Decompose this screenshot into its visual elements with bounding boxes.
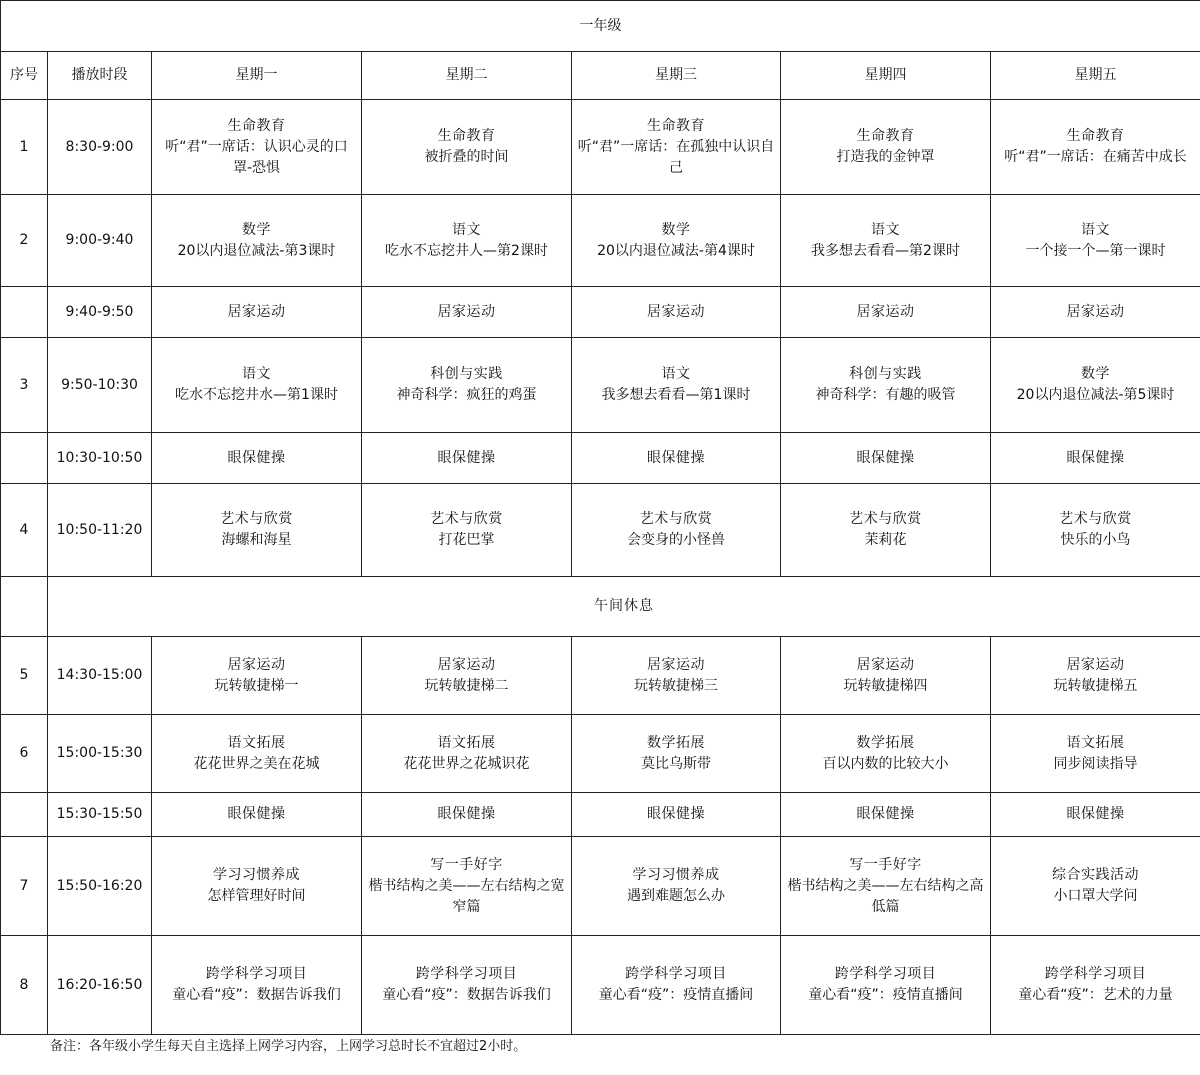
course-cell-thursday xyxy=(781,837,991,936)
header-tuesday: 星期二 xyxy=(362,52,572,100)
course-subject: 综合实践活动 xyxy=(1052,867,1140,883)
course-cell-monday xyxy=(152,100,362,195)
course-subject: 跨学科学习项目 xyxy=(415,966,518,982)
schedule-row xyxy=(1,936,1200,1035)
course-cell-monday xyxy=(152,637,362,715)
course-topic: 神奇科学：疯狂的鸡蛋 xyxy=(396,387,537,403)
course-subject: 语文 xyxy=(871,221,900,238)
course-topic: 同步阅读指导 xyxy=(1053,755,1138,772)
row-index: 2 xyxy=(1,195,48,287)
course-subject: 眼保健操 xyxy=(437,806,496,822)
course-topic: 吃水不忘挖井人—第2课时 xyxy=(385,242,548,259)
row-index: 6 xyxy=(1,715,48,793)
grade-title: 一年级 xyxy=(1,1,1200,52)
schedule-row xyxy=(1,433,1200,484)
course-topic: 会变身的小怪兽 xyxy=(627,532,725,548)
time-slot: 16:20-16:50 xyxy=(48,936,152,1035)
course-subject: 学习习惯养成 xyxy=(213,867,300,883)
course-cell-friday xyxy=(991,837,1200,936)
course-subject: 跨学科学习项目 xyxy=(625,966,727,982)
course-cell-monday xyxy=(152,936,362,1035)
course-cell-monday xyxy=(152,715,362,793)
course-cell-friday xyxy=(991,936,1200,1035)
header-thursday: 星期四 xyxy=(781,52,991,100)
course-subject: 语文 xyxy=(452,221,481,238)
course-topic: 听“君”一席话：在孤独中认识自己 xyxy=(577,138,775,176)
course-cell-friday xyxy=(991,287,1200,338)
course-cell-thursday xyxy=(781,338,991,433)
course-cell-wednesday xyxy=(572,936,781,1035)
course-subject: 生命教育 xyxy=(647,117,705,134)
course-cell-friday xyxy=(991,338,1200,433)
course-topic: 童心看“疫”：疫情直播间 xyxy=(808,987,963,1003)
course-cell-tuesday xyxy=(362,715,572,793)
course-cell-wednesday xyxy=(572,195,781,287)
footnote: 备注：各年级小学生每天自主选择上网学习内容，上网学习总时长不宜超过2小时。 xyxy=(50,1039,527,1054)
course-topic: 我多想去看看—第2课时 xyxy=(811,242,960,259)
course-subject: 眼保健操 xyxy=(227,449,286,466)
course-subject: 艺术与欣赏 xyxy=(1059,511,1132,527)
course-topic: 百以内数的比较大小 xyxy=(822,755,949,772)
course-topic: 我多想去看看—第1课时 xyxy=(601,387,751,403)
course-subject: 眼保健操 xyxy=(856,806,915,822)
course-subject: 语文拓展 xyxy=(227,734,286,751)
time-slot: 15:50-16:20 xyxy=(48,837,152,936)
course-cell-tuesday xyxy=(362,793,572,837)
course-cell-monday xyxy=(152,433,362,484)
course-subject: 数学拓展 xyxy=(856,734,915,751)
course-topic: 童心看“疫”：数据告诉我们 xyxy=(382,987,551,1003)
course-cell-wednesday xyxy=(572,100,781,195)
course-topic: 神奇科学：有趣的吸管 xyxy=(815,387,956,403)
header-wednesday: 星期三 xyxy=(572,52,781,100)
schedule-row xyxy=(1,637,1200,715)
course-topic: 快乐的小鸟 xyxy=(1060,532,1131,548)
course-cell-monday xyxy=(152,195,362,287)
course-subject: 居家运动 xyxy=(437,303,496,320)
course-cell-friday xyxy=(991,100,1200,195)
row-index xyxy=(1,287,48,338)
course-subject: 跨学科学习项目 xyxy=(205,966,308,982)
course-subject: 居家运动 xyxy=(437,656,496,673)
course-cell-tuesday xyxy=(362,433,572,484)
course-topic: 楷书结构之美——左右结构之高低篇 xyxy=(787,877,984,915)
course-subject: 居家运动 xyxy=(227,303,286,320)
time-slot: 15:00-15:30 xyxy=(48,715,152,793)
course-cell-friday xyxy=(991,715,1200,793)
course-subject: 生命教育 xyxy=(856,128,915,144)
row-index: 7 xyxy=(1,837,48,936)
course-subject: 语文拓展 xyxy=(437,734,496,751)
course-cell-wednesday xyxy=(572,793,781,837)
course-topic: 玩转敏捷梯四 xyxy=(843,677,928,694)
time-slot: 10:30-10:50 xyxy=(48,433,152,484)
course-topic: 小口罩大学问 xyxy=(1053,888,1138,904)
course-cell-wednesday xyxy=(572,637,781,715)
course-topic: 玩转敏捷梯三 xyxy=(634,677,718,694)
course-subject: 眼保健操 xyxy=(647,449,705,466)
time-slot: 15:30-15:50 xyxy=(48,793,152,837)
course-subject: 写一手好字 xyxy=(430,856,503,873)
course-subject: 居家运动 xyxy=(647,303,705,320)
course-topic: 遇到难题怎么办 xyxy=(627,888,725,904)
course-topic: 莫比乌斯带 xyxy=(641,755,711,772)
course-topic: 童心看“疫”：数据告诉我们 xyxy=(172,987,341,1003)
course-subject: 居家运动 xyxy=(647,656,705,673)
course-subject: 跨学科学习项目 xyxy=(1044,966,1147,982)
course-cell-thursday xyxy=(781,195,991,287)
time-slot: 14:30-15:00 xyxy=(48,637,152,715)
time-slot: 9:40-9:50 xyxy=(48,287,152,338)
course-subject: 数学拓展 xyxy=(647,734,705,751)
course-topic: 玩转敏捷梯一 xyxy=(214,677,299,694)
course-subject: 生命教育 xyxy=(1066,128,1125,144)
course-topic: 20以内退位减法-第5课时 xyxy=(1016,387,1175,403)
course-subject: 艺术与欣赏 xyxy=(639,511,713,527)
course-subject: 语文 xyxy=(661,366,691,382)
course-subject: 数学 xyxy=(242,221,271,238)
course-subject: 眼保健操 xyxy=(856,449,915,466)
course-subject: 眼保健操 xyxy=(227,806,286,822)
course-cell-thursday xyxy=(781,287,991,338)
course-subject: 生命教育 xyxy=(227,117,286,134)
course-subject: 居家运动 xyxy=(1066,656,1125,673)
course-cell-tuesday xyxy=(362,837,572,936)
course-cell-monday xyxy=(152,793,362,837)
header-row xyxy=(1,52,1200,100)
row-index: 5 xyxy=(1,637,48,715)
row-index xyxy=(1,433,48,484)
course-topic: 怎样管理好时间 xyxy=(207,888,306,904)
schedule-row xyxy=(1,484,1200,577)
course-cell-monday xyxy=(152,287,362,338)
course-cell-wednesday xyxy=(572,287,781,338)
course-cell-friday xyxy=(991,793,1200,837)
course-cell-friday xyxy=(991,433,1200,484)
course-topic: 听“君”一席话：认识心灵的口罩-恐惧 xyxy=(165,138,348,176)
time-slot: 10:50-11:20 xyxy=(48,484,152,577)
schedule-row xyxy=(1,195,1200,287)
header-monday: 星期一 xyxy=(152,52,362,100)
time-slot: 9:00-9:40 xyxy=(48,195,152,287)
row-index: 4 xyxy=(1,484,48,577)
course-subject: 眼保健操 xyxy=(437,449,496,466)
course-subject: 居家运动 xyxy=(856,656,915,673)
course-subject: 语文 xyxy=(242,366,271,382)
lunch-index-cell xyxy=(1,577,48,637)
lunch-break-row xyxy=(1,577,1200,637)
row-index: 3 xyxy=(1,338,48,433)
course-topic: 打造我的金钟罩 xyxy=(836,149,935,165)
course-cell-tuesday xyxy=(362,338,572,433)
header-time: 播放时段 xyxy=(48,52,152,100)
schedule-body xyxy=(1,1,1200,1035)
course-cell-wednesday xyxy=(572,837,781,936)
course-cell-monday xyxy=(152,837,362,936)
course-topic: 一个接一个—第一课时 xyxy=(1025,242,1166,259)
course-cell-friday xyxy=(991,637,1200,715)
course-subject: 语文 xyxy=(1081,221,1111,238)
course-subject: 写一手好字 xyxy=(849,856,922,873)
course-topic: 海螺和海星 xyxy=(221,532,292,548)
course-subject: 艺术与欣赏 xyxy=(849,511,922,527)
course-subject: 眼保健操 xyxy=(1066,449,1125,466)
course-topic: 20以内退位减法-第3课时 xyxy=(177,242,336,259)
schedule-row xyxy=(1,287,1200,338)
course-cell-friday xyxy=(991,484,1200,577)
course-cell-thursday xyxy=(781,715,991,793)
row-index xyxy=(1,793,48,837)
header-index: 序号 xyxy=(1,52,48,100)
course-cell-tuesday xyxy=(362,637,572,715)
course-topic: 玩转敏捷梯二 xyxy=(424,677,509,694)
course-topic: 童心看“疫”：艺术的力量 xyxy=(1018,987,1173,1003)
schedule-row xyxy=(1,715,1200,793)
course-topic: 童心看“疫”：疫情直播间 xyxy=(598,987,754,1003)
course-topic: 听“君”一席话：在痛苦中成长 xyxy=(1004,149,1187,165)
course-subject: 数学 xyxy=(1081,366,1111,382)
course-topic: 玩转敏捷梯五 xyxy=(1053,677,1138,694)
schedule-row xyxy=(1,100,1200,195)
course-subject: 居家运动 xyxy=(227,656,286,673)
course-cell-wednesday xyxy=(572,338,781,433)
course-cell-thursday xyxy=(781,637,991,715)
schedule-row xyxy=(1,837,1200,936)
course-cell-wednesday xyxy=(572,484,781,577)
lunch-break-label: 午间休息 xyxy=(48,577,1200,637)
course-subject: 科创与实践 xyxy=(430,366,503,382)
course-topic: 花花世界之花城识花 xyxy=(403,755,530,772)
course-subject: 居家运动 xyxy=(1066,303,1125,320)
header-friday: 星期五 xyxy=(991,52,1200,100)
time-slot: 9:50-10:30 xyxy=(48,338,152,433)
course-topic: 花花世界之美在花城 xyxy=(193,755,320,772)
course-subject: 跨学科学习项目 xyxy=(834,966,937,982)
row-index: 1 xyxy=(1,100,48,195)
course-subject: 数学 xyxy=(661,221,691,238)
schedule-row xyxy=(1,338,1200,433)
course-cell-thursday xyxy=(781,793,991,837)
course-topic: 茉莉花 xyxy=(864,532,907,548)
course-subject: 艺术与欣赏 xyxy=(430,511,503,527)
course-topic: 被折叠的时间 xyxy=(424,149,509,165)
course-cell-tuesday xyxy=(362,484,572,577)
course-cell-tuesday xyxy=(362,287,572,338)
course-subject: 居家运动 xyxy=(856,303,915,320)
course-cell-thursday xyxy=(781,484,991,577)
course-cell-monday xyxy=(152,484,362,577)
course-subject: 语文拓展 xyxy=(1066,734,1125,751)
course-cell-wednesday xyxy=(572,715,781,793)
course-cell-tuesday xyxy=(362,936,572,1035)
time-slot: 8:30-9:00 xyxy=(48,100,152,195)
course-subject: 学习习惯养成 xyxy=(632,867,720,883)
course-cell-monday xyxy=(152,338,362,433)
course-cell-tuesday xyxy=(362,195,572,287)
course-cell-friday xyxy=(991,195,1200,287)
course-topic: 20以内退位减法-第4课时 xyxy=(597,242,755,259)
row-index: 8 xyxy=(1,936,48,1035)
schedule-row xyxy=(1,793,1200,837)
course-subject: 生命教育 xyxy=(437,128,496,144)
course-topic: 楷书结构之美——左右结构之宽窄篇 xyxy=(368,877,565,915)
course-subject: 眼保健操 xyxy=(1066,806,1125,822)
course-topic: 打花巴掌 xyxy=(438,532,495,548)
course-cell-wednesday xyxy=(572,433,781,484)
course-subject: 科创与实践 xyxy=(849,366,922,382)
title-row xyxy=(1,1,1200,52)
course-cell-thursday xyxy=(781,433,991,484)
course-topic: 吃水不忘挖井水—第1课时 xyxy=(175,387,338,403)
course-cell-thursday xyxy=(781,100,991,195)
course-cell-thursday xyxy=(781,936,991,1035)
course-subject: 艺术与欣赏 xyxy=(220,511,293,527)
course-cell-tuesday xyxy=(362,100,572,195)
course-subject: 眼保健操 xyxy=(647,806,705,822)
